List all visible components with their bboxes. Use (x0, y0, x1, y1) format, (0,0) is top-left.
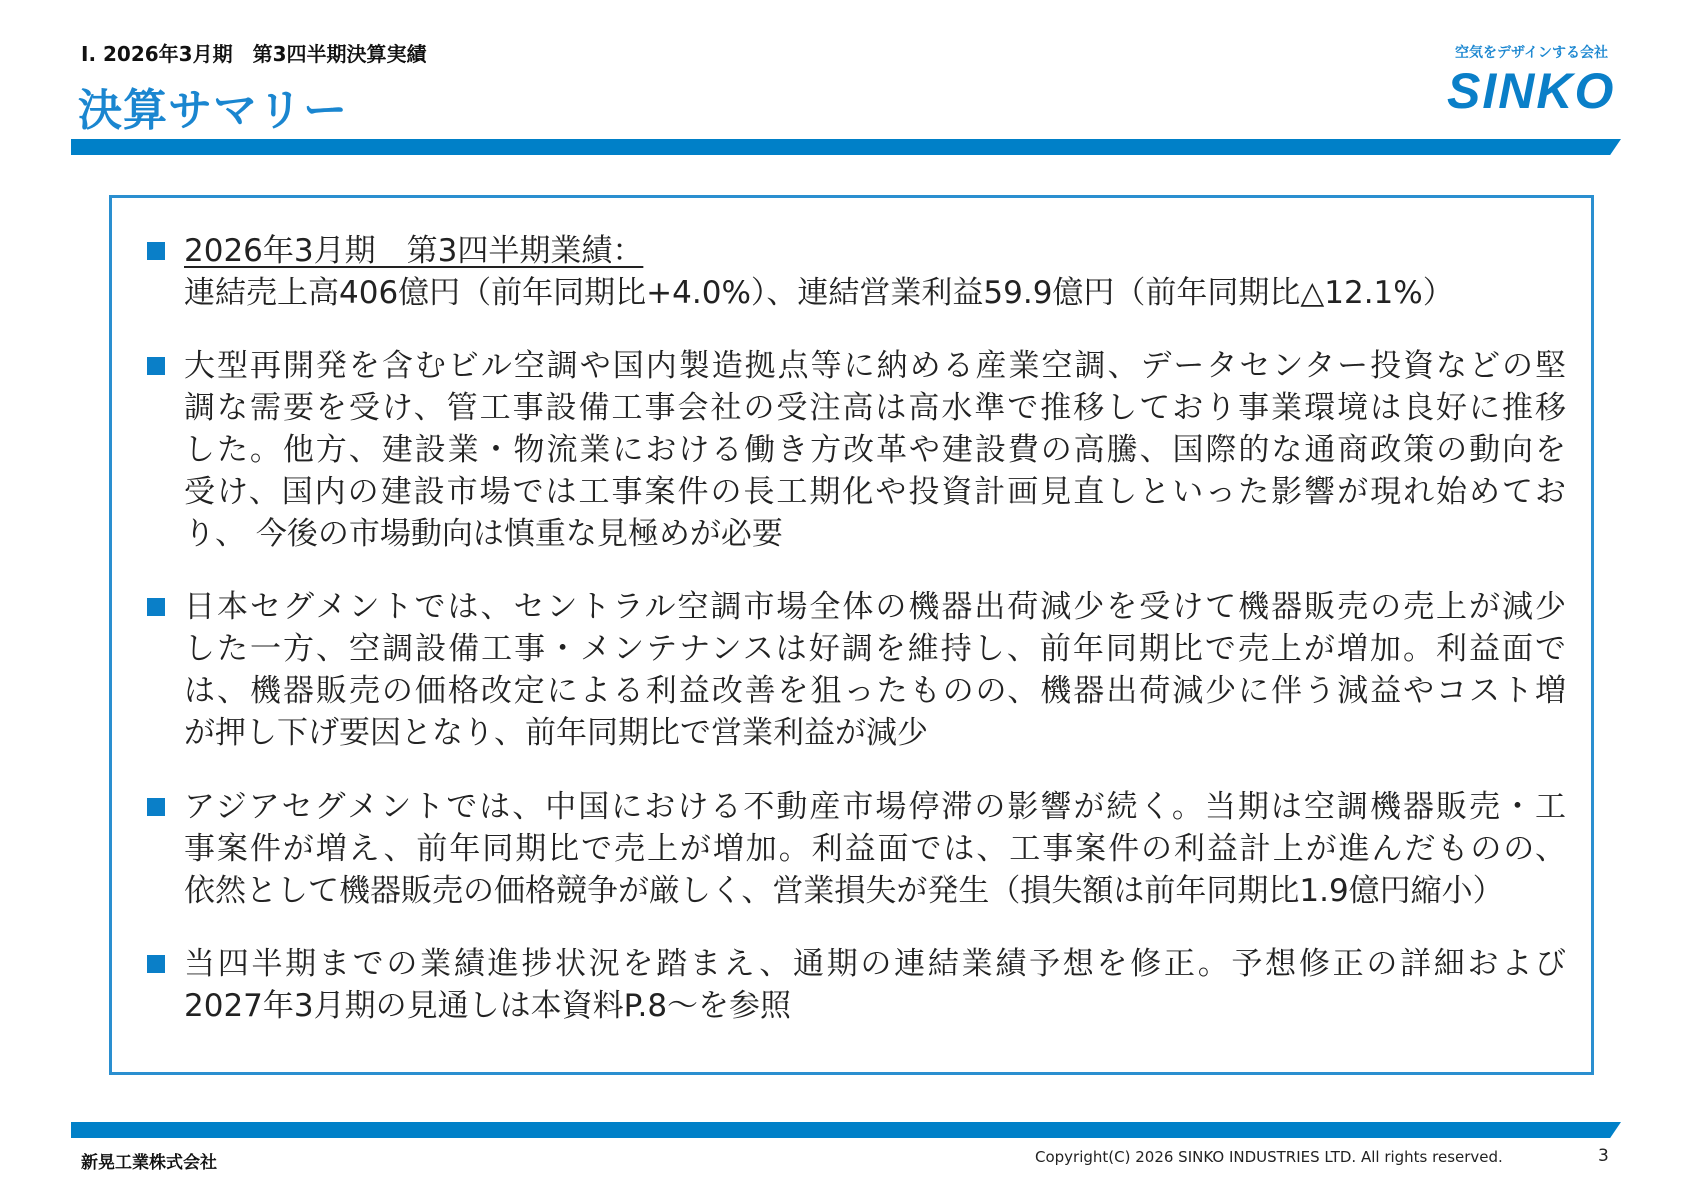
page-title: 決算サマリー (78, 85, 348, 136)
company-logo: SINKO (1447, 63, 1616, 119)
header-divider-bar (71, 139, 1621, 155)
square-bullet-icon (147, 798, 165, 816)
summary-bullet-1 (184, 230, 1566, 314)
bullet-line: 依然として機器販売の価格競争が厳しく、営業損失が発生（損失額は前年同期比1.9億円縮小） (184, 873, 1504, 909)
footer-copyright: Copyright(C) 2026 SINKO INDUSTRIES LTD. All rights reserved. (1035, 1148, 1503, 1166)
bullet-line: 連結売上高406億円（前年同期比+4.0%）、連結営業利益59.9億円（前年同期比△12.1%） (184, 275, 1454, 311)
bullet-line: 日本セグメントでは、セントラル空調市場全体の機器出荷減少を受けて機器販売の売上が減少 (184, 589, 1566, 625)
footer-divider-bar (71, 1122, 1621, 1138)
bullet-line: 調な需要を受け、管工事設備工事会社の受注高は高水準で推移しており事業環境は良好に推移 (184, 390, 1566, 426)
section-label: Ⅰ. 2026年3月期 第3四半期決算実績 (81, 42, 427, 66)
logo-tagline: 空気をデザインする会社 (1455, 45, 1609, 61)
summary-bullet-2 (184, 345, 1566, 555)
bullet-line: アジアセグメントでは、中国における不動産市場停滞の影響が続く。当期は空調機器販売・工 (184, 789, 1566, 825)
bullet-line: 受け、国内の建設市場では工事案件の長工期化や投資計画見直しといった影響が現れ始めてお (184, 474, 1566, 510)
summary-bullet-5 (184, 943, 1566, 1027)
bullet-line: した。他方、建設業・物流業における働き方改革や建設費の高騰、国際的な通商政策の動向を (184, 432, 1566, 468)
bullet-line: が押し下げ要因となり、前年同期比で営業利益が減少 (184, 715, 928, 751)
bullet-line: 事案件が増え、前年同期比で売上が増加。利益面では、工事案件の利益計上が進んだものの、 (184, 831, 1566, 867)
page-number: 3 (1598, 1146, 1609, 1166)
bullet-line: り、 今後の市場動向は慎重な見極めが必要 (184, 516, 783, 552)
bullet-line: は、機器販売の価格改定による利益改善を狙ったものの、機器出荷減少に伴う減益やコスト増 (184, 673, 1566, 709)
footer-company-name: 新晃工業株式会社 (81, 1153, 217, 1173)
bullet-line: した一方、空調設備工事・メンテナンスは好調を維持し、前年同期比で売上が増加。利益面で (184, 631, 1566, 667)
results-heading: 2026年3月期 第3四半期業績： (184, 233, 644, 269)
square-bullet-icon (147, 955, 165, 973)
square-bullet-icon (147, 598, 165, 616)
square-bullet-icon (147, 242, 165, 260)
summary-bullet-4 (184, 786, 1566, 912)
summary-box (109, 195, 1594, 1075)
bullet-line: 2027年3月期の見通しは本資料P.8～を参照 (184, 988, 792, 1024)
square-bullet-icon (147, 357, 165, 375)
summary-bullet-3 (184, 586, 1566, 754)
bullet-line: 大型再開発を含むビル空調や国内製造拠点等に納める産業空調、データセンター投資などの堅 (184, 348, 1566, 384)
bullet-line: 当四半期までの業績進捗状況を踏まえ、通期の連結業績予想を修正。予想修正の詳細および (184, 946, 1566, 982)
